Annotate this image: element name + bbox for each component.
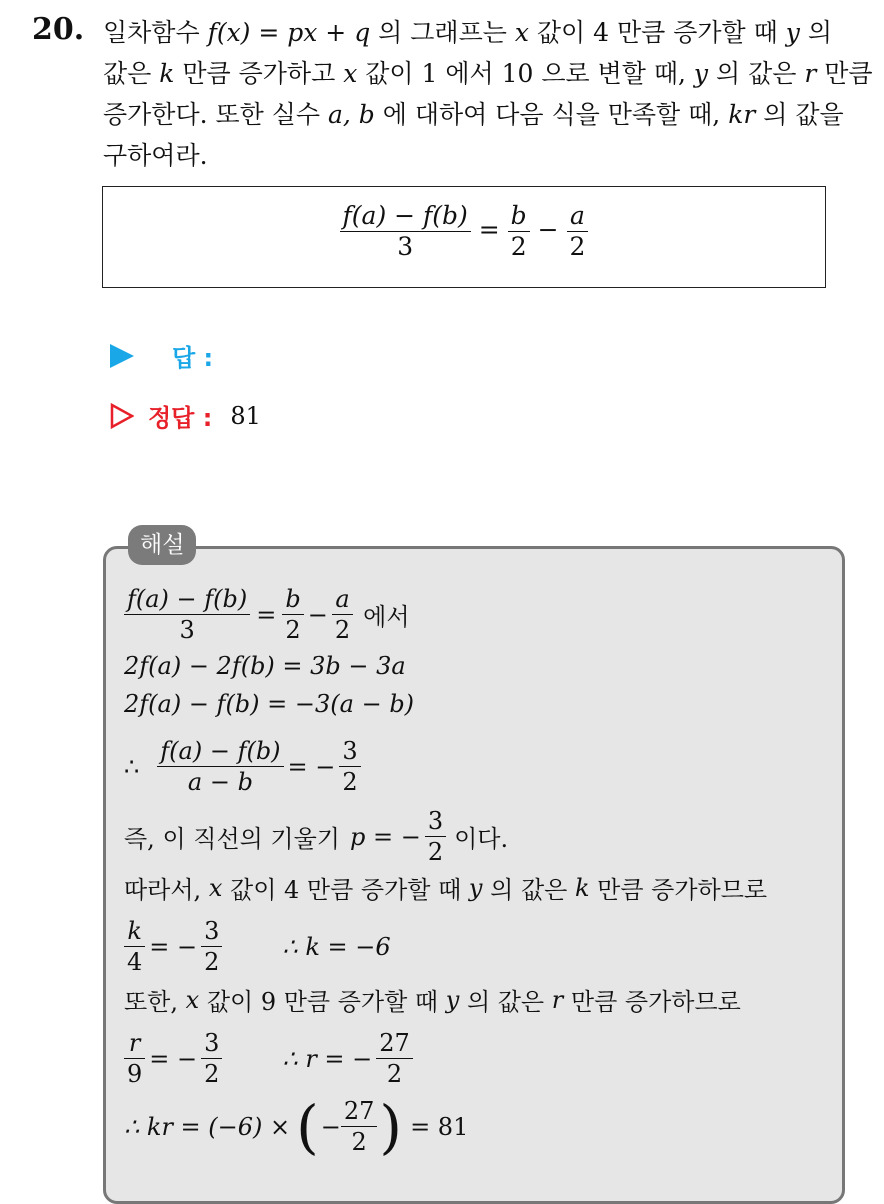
text: 에 대하여 다음 식을 만족할 때, [382,100,721,129]
fraction [340,201,471,262]
fraction [332,584,353,645]
denominator: 2 [332,614,353,645]
correct-answer-label: 정답 : [148,404,213,432]
denominator: a − b [157,766,283,797]
fraction [341,1096,378,1157]
text: 값이 9 만큼 증가할 때 [206,988,439,1016]
text: 따라서, [124,876,202,904]
denominator: 2 [341,1126,378,1157]
equals-sign: = − [149,932,198,961]
denominator: 2 [201,946,222,977]
problem-line-3 [103,94,863,135]
outline-triangle-icon [110,403,134,429]
denominator: 2 [567,231,589,262]
var-x: x [208,873,223,902]
numerator: 3 [342,737,358,765]
text: 만큼 [824,59,873,88]
text: 일차함수 [103,18,200,47]
numerator: 3 [204,917,220,945]
denominator: 3 [340,231,471,262]
denominator: 2 [282,614,303,645]
text: 이다. [454,825,509,853]
text: 의 값을 [763,100,844,129]
equals-sign: = [478,215,500,244]
var-k: k [159,59,175,88]
solution-line-10 [124,1092,469,1161]
solution-tag: 해설 [128,525,196,565]
solution-line-5 [124,806,508,867]
equation-box [102,186,826,288]
fraction [201,1028,222,1089]
numerator: k [127,917,142,945]
var-y: y [785,18,800,47]
answer-row [110,338,213,373]
fraction [508,201,530,262]
var-k: k [574,873,590,902]
denominator: 2 [376,1058,413,1089]
solution-line-6 [124,870,767,905]
problem-number: 20. [32,12,85,47]
numerator: f(a) − f(b) [127,585,248,613]
text: 만큼 증가하고 [182,59,336,88]
var-x: x [514,18,529,47]
problem-line-1 [103,12,863,53]
fraction [201,916,222,977]
var-kr: kr [728,100,756,129]
solution-line-3 [124,690,414,718]
text: 의 값은 [490,876,568,904]
minus-sign: − [307,600,328,629]
denominator: 9 [124,1058,145,1089]
denominator: 2 [339,766,360,797]
text: 만큼 증가하므로 [570,988,741,1016]
result: = 81 [410,1112,469,1141]
text: 값은 [103,59,152,88]
solution-line-9 [124,1028,413,1089]
problem-line-4: 구하여라. [103,141,208,170]
problem-line-2 [103,53,873,94]
solution-line-2 [124,652,406,680]
equation: p = − [350,822,421,851]
text: 값이 4 만큼 증가할 때 [536,18,778,47]
var-x: x [343,59,358,88]
answer-label: 답 : [172,344,214,372]
denominator: 2 [508,231,530,262]
result: ∴ r = − [282,1044,373,1073]
problem-text [103,12,873,176]
solution-line-7 [124,916,391,977]
fraction [376,1028,413,1089]
text: 의 그래프는 [378,18,507,47]
fraction [425,806,446,867]
fraction [124,916,145,977]
numerator: 27 [343,1097,375,1125]
given-equation [103,201,825,262]
minus-sign: − [537,215,559,244]
solution-line-4 [124,736,361,797]
var-r: r [804,59,817,88]
var-y: y [693,59,709,88]
equation: 2f(a) − f(b) = −3(a − b) [124,690,415,718]
denominator: 3 [124,614,250,645]
text: 값이 1 에서 10 으로 변할 때, [365,59,686,88]
equation: ∴ kr = (−6) × [124,1112,291,1141]
minus-sign: − [320,1112,341,1141]
correct-answer-row [110,398,261,433]
text: 의 값은 [466,988,545,1016]
left-paren: ( [296,1092,319,1161]
fraction [282,584,303,645]
equals-sign: = − [149,1044,198,1073]
text: 만큼 증가하므로 [597,876,768,904]
numerator: r [128,1029,141,1057]
denominator: 2 [201,1058,222,1089]
text: 즉, 이 직선의 기울기 [124,825,340,853]
numerator: 27 [379,1029,410,1057]
therefore-symbol: ∴ [124,752,140,781]
numerator: f(a) − f(b) [342,201,468,230]
equals-sign: = [256,600,277,629]
fraction [124,1028,145,1089]
var-y: y [445,985,460,1014]
denominator: 4 [124,946,145,977]
numerator: a [570,201,585,230]
text: 값이 4 만큼 증가할 때 [230,876,462,904]
var-x: x [185,985,200,1014]
play-triangle-icon [110,344,134,368]
right-paren: ) [379,1092,403,1161]
var-r: r [551,985,564,1014]
fraction [567,201,589,262]
equation: 2f(a) − 2f(b) = 3b − 3a [124,652,406,680]
function-expr: f(x) = px + q [207,18,371,47]
text: 에서 [363,603,410,631]
fraction [157,736,283,797]
denominator: 2 [425,836,446,867]
text: 의 [807,18,832,47]
var-a-b: a, b [328,100,375,129]
fraction [339,736,360,797]
solution-line-8 [124,982,741,1017]
fraction [124,584,250,645]
text: 의 값은 [715,59,797,88]
var-y: y [468,873,483,902]
solution-line-1 [124,584,410,645]
numerator: f(a) − f(b) [160,737,281,765]
numerator: a [335,585,350,613]
numerator: b [285,585,301,613]
numerator: 3 [427,807,444,835]
numerator: 3 [204,1029,220,1057]
text: 증가한다. 또한 실수 [103,100,321,129]
text: 또한, [124,988,178,1016]
numerator: b [510,201,527,230]
equals-sign: = − [287,752,336,781]
result: ∴ k = −6 [282,932,391,961]
correct-answer-value: 81 [230,401,261,430]
